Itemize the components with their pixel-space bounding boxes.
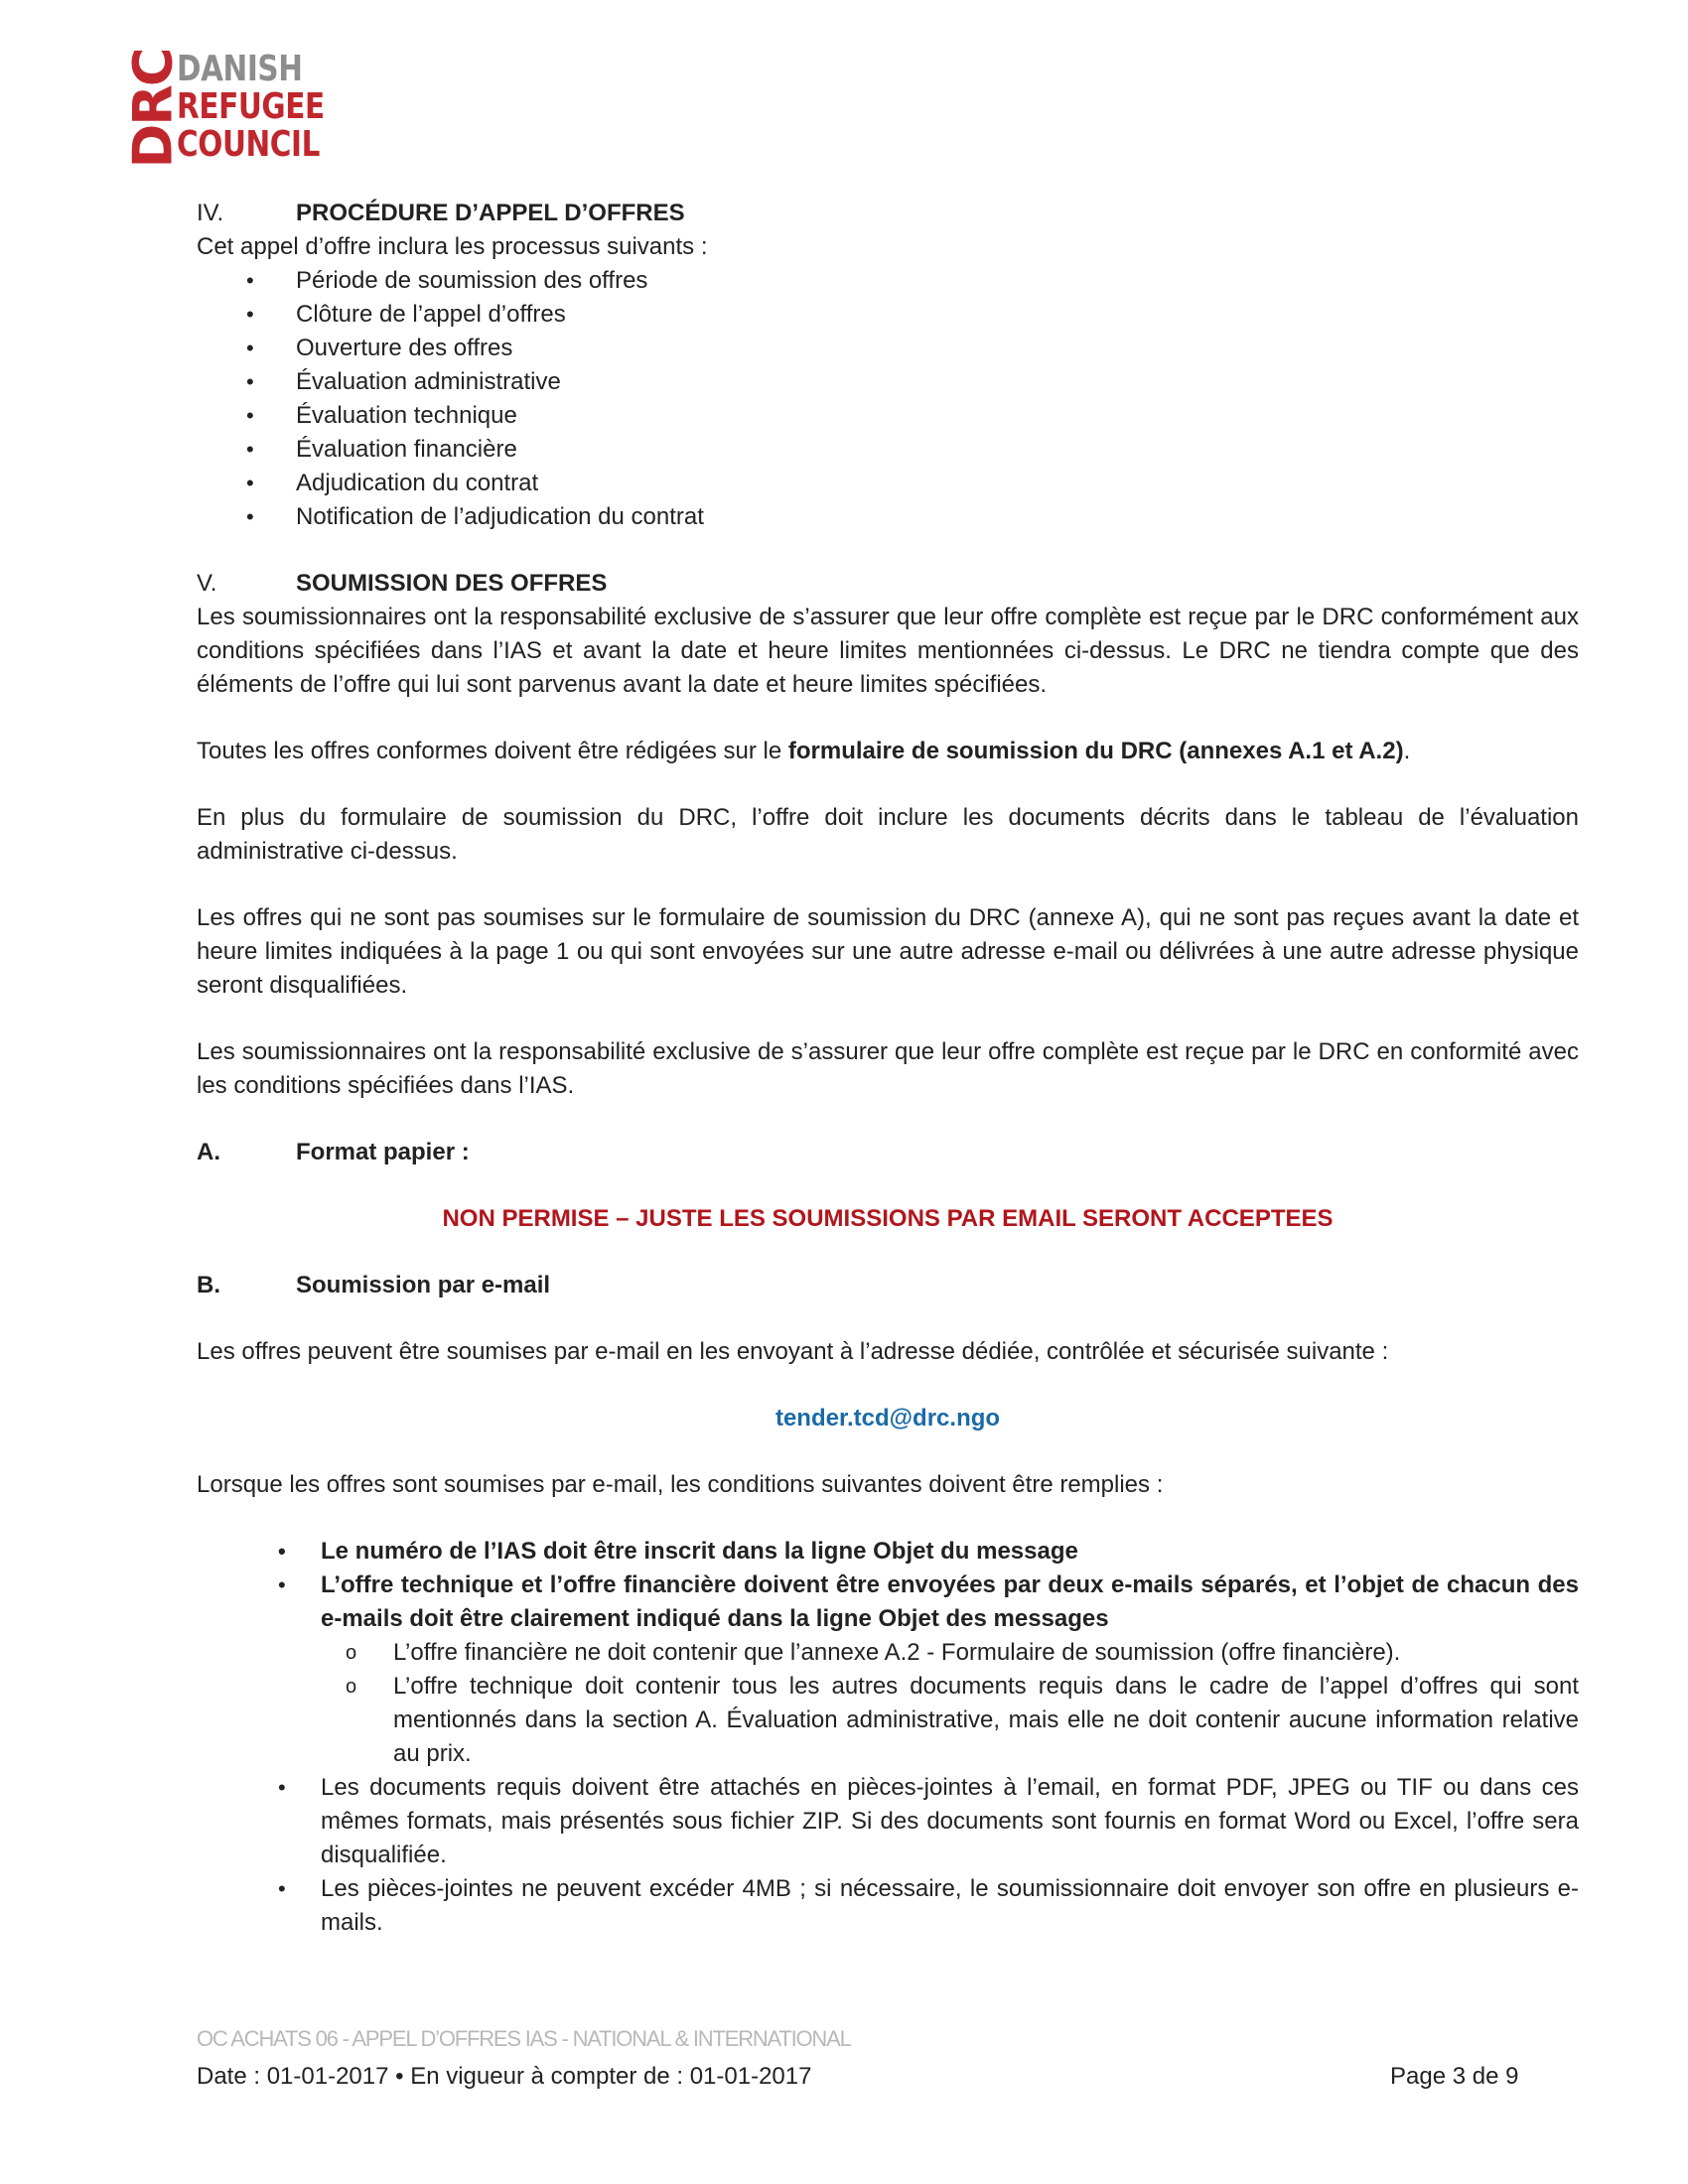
section-number: IV. [197,200,224,226]
list-item: • Évaluation administrative [296,365,1579,399]
list-item: • Les pièces-jointes ne peuvent excéder 4MB ; si nécessaire, le soumissionnaire doit envoyer son offre en plusieurs e-mails. [321,1872,1579,1940]
list-item: • Évaluation technique [296,399,1579,433]
logo-word-council: COUNCIL [177,124,321,165]
list-item: • Les documents requis doivent être attachés en pièces-jointes à l’email, en format PDF, JPEG ou TIF ou dans ces mêmes formats, mais présentés sous fichier ZIP. Si des documents sont fournis en format Word ou Excel, l’offre sera disqualifiée. [321,1771,1579,1872]
section-iv-intro: Cet appel d’offre inclura les processus suivants : [197,233,708,260]
list-item: • Évaluation financière [296,433,1579,467]
section-title: PROCÉDURE D’APPEL D’OFFRES [296,200,685,226]
list-item: • L’offre technique et l’offre financière doivent être envoyées par deux e-mails séparés, et l’objet de chacun des e-mails doit être clairement indiqué dans la ligne Objet des messages o L’offre financière ne doit contenir que l’annexe A.2 - Formulaire de soumission (offre financière). o L’offre technique doit contenir tous les autres documents requis dans le cadre de l’appel d’offres qui sont mentionnés dans la section A. Évaluation administrative, mais elle ne doit contenir aucune information relative au prix. [321,1569,1579,1771]
footer-page-number: Page 3 de 9 [1390,2063,1519,2090]
sub-list-item: o L’offre financière ne doit contenir que l’annexe A.2 - Formulaire de soumission (offre financière). [393,1636,1579,1670]
sub-list-item: o L’offre technique doit contenir tous les autres documents requis dans le cadre de l’appel d’offres qui sont mentionnés dans la section A. Évaluation administrative, mais elle ne doit contenir aucune information relative au prix. [393,1670,1579,1771]
section-v-heading [197,567,1579,601]
conditions-list [197,1535,1579,1940]
footer-document-code: OC ACHATS 06 - APPEL D’OFFRES IAS - NATIONAL & INTERNATIONAL [197,2026,851,2051]
paragraph: En plus du formulaire de soumission du DRC, l’offre doit inclure les documents décrits dans le tableau de l’évaluation administrative ci-dessus. [197,804,1579,865]
logo-word-danish: DANISH [177,49,303,89]
section-iv-heading [197,197,1579,230]
list-item: • Notification de l’adjudication du contrat [296,500,1579,534]
paragraph: Les soumissionnaires ont la responsabilité exclusive de s’assurer que leur offre complète est reçue par le DRC en conformité avec les conditions spécifiées dans l’IAS. [197,1038,1579,1099]
paragraph: Les offres peuvent être soumises par e-mail en les envoyant à l’adresse dédiée, contrôlée et sécurisée suivante : [197,1338,1389,1365]
paragraph: Les soumissionnaires ont la responsabilité exclusive de s’assurer que leur offre complète est reçue par le DRC conformément aux conditions spécifiées dans l’IAS et avant la date et heure limites mentionnées ci-dessus. Le DRC ne tiendra compte que des éléments de l’offre qui lui sont parvenus avant la date et heure limites spécifiées. [197,604,1579,698]
list-item: • Ouverture des offres [296,332,1579,365]
process-list [197,264,1579,534]
drc-logo-mark: DRC [121,48,185,169]
section-title: SOUMISSION DES OFFRES [296,570,608,597]
list-item: • Adjudication du contrat [296,467,1579,500]
list-item: • Le numéro de l’IAS doit être inscrit dans la ligne Objet du message [321,1535,1579,1569]
paragraph-form: Toutes les offres conformes doivent être rédigées sur le formulaire de soumission du DRC (annexes A.1 et A.2). [197,738,1411,764]
paragraph: Les offres qui ne sont pas soumises sur le formulaire de soumission du DRC (annexe A), qui ne sont pas reçues avant la date et heure limites indiquées à la page 1 ou qui sont envoyées sur une autre adresse e-mail ou délivrées à une autre adresse physique seront disqualifiées. [197,904,1579,999]
paper-format-notice: NON PERMISE – JUSTE LES SOUMISSIONS PAR EMAIL SERONT ACCEPTEES [442,1205,1334,1232]
list-item: • Période de soumission des offres [296,264,1579,298]
subsection-b-heading: B. Soumission par e-mail [197,1272,551,1298]
drc-logo [121,48,350,169]
sub-list [321,1636,1579,1771]
tender-email-link[interactable]: tender.tcd@drc.ngo [774,1405,1001,1432]
paragraph: Lorsque les offres sont soumises par e-mail, les conditions suivantes doivent être remplies : [197,1471,1164,1498]
document-body [197,197,1579,1940]
logo-word-refugee: REFUGEE [177,86,325,127]
section-number: V. [197,570,217,597]
footer-date: Date : 01-01-2017 • En vigueur à compter de : 01-01-2017 [197,2063,812,2090]
subsection-a-heading: A. Format papier : [197,1139,470,1165]
list-item: • Clôture de l’appel d’offres [296,298,1579,332]
